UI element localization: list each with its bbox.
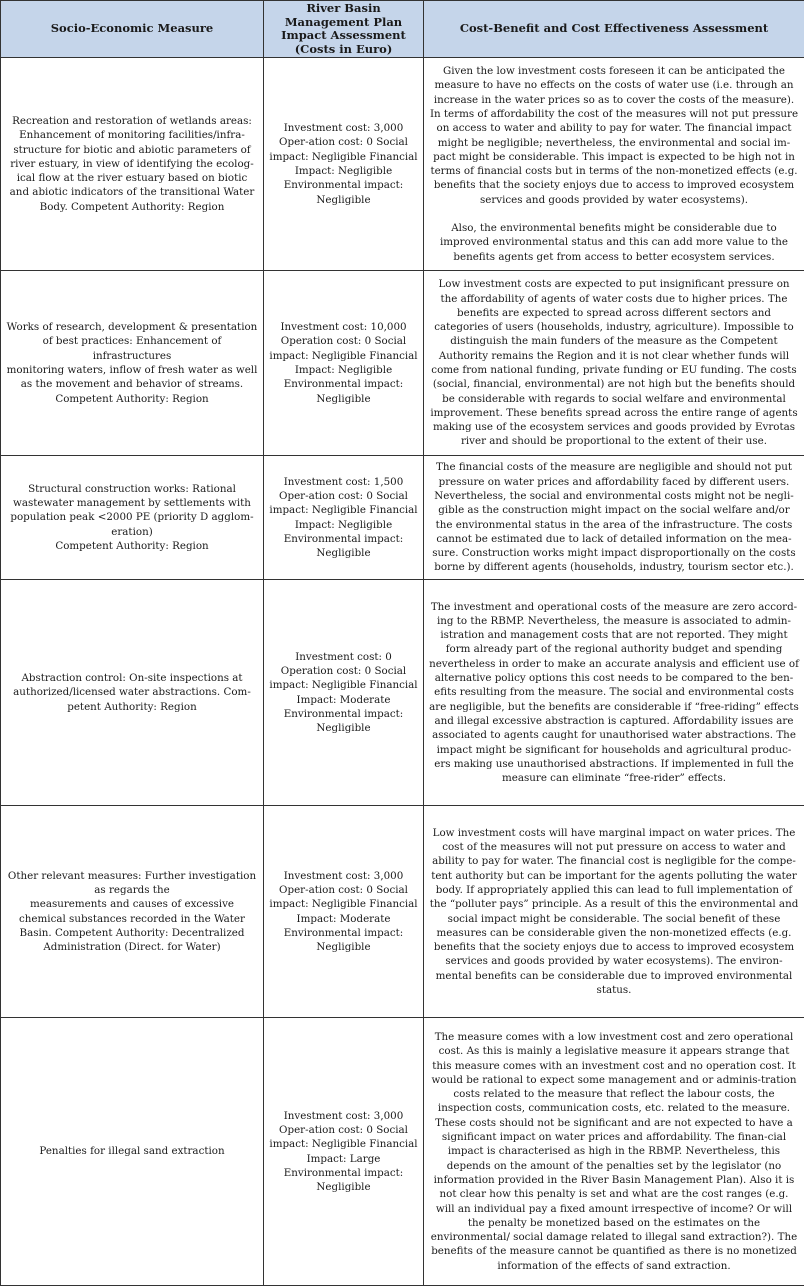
- measure-cell: [1, 806, 264, 1018]
- header-impact: River Basin Management Plan Impact Assessment (Costs in Euro): [264, 1, 424, 58]
- assessment-cell: Low investment costs will have marginal impact on water prices. The cost of the measures will not put pressure on access to water and ability to pay for water. The financial cost is negligible for the compe-tent authority but can be important for the agents polluting the water body. If appropriately applied this can lead to full implementation of the “polluter pays” principle. As a result of this the environmental and social impact might be considerable. The social benefit of these measures can be considerable given the non-monetized effects (e.g. benefits that the society enjoys due to access to improved ecosystem services and goods provided by water ecosystems). The environ-mental benefits can be considerable due to improved environmental status.: [424, 806, 804, 1018]
- assessment-cell: Low investment costs are expected to put insignificant pressure on the affordability of agents of water costs due to higher prices. The benefits are expected to spread across different sectors and categories of users (households, industry, agriculture). Impossible to distinguish the main funders of the measure as the Competent Authority remains the Region and it is not clear whether funds will come from national funding, private funding or EU funding. The costs (social, financial, environmental) are not high but the benefits should be considerable with regards to social welfare and environmental improvement. These benefits spread across the entire range of agents making use of the ecosystem services and goods provided by Evrotas river and should be proportional to the extent of their use.: [424, 271, 804, 456]
- table-row: [1, 806, 804, 1018]
- header-measure: Socio-Economic Measure: [1, 1, 264, 58]
- measure-cell: Abstraction control: On-site inspections at authorized/licensed water abstractions. Com-petent Authority: Region: [1, 580, 264, 806]
- assessment-cell: The investment and operational costs of the measure are zero accord-ing to the RBMP. Nevertheless, the measure is associated to admin-istration and management costs that are not reported. They might form already part of the regional authority budget and spending nevertheless in order to make an accurate analysis and efficient use of alternative policy options this cost needs to be compared to the ben-efits resulting from the measure. The social and environmental costs are negligible, but the benefits are considerable if “free-riding” effects and illegal excessive abstraction is captured. Affordability issues are associated to agents caught for unauthorised water abstractions. The impact might be significant for households and agricultural produc-ers making use unauthorised abstractions. If implemented in full the measure can eliminate “free-rider” effects.: [424, 580, 804, 806]
- table-row: [1, 456, 804, 580]
- assessment-paragraph: Also, the environmental benefits might be considerable due to improved environmental status and this can add more value to the benefits agents get from access to better ecosystem services.: [429, 221, 799, 264]
- impact-cell: Investment cost: 3,000 Oper-ation cost: 0 Social impact: Negligible Financial Impact: Negligible Environmental impact: Negligible: [264, 58, 424, 271]
- measure-line: Other relevant measures: Further investigation as regards the: [6, 869, 258, 898]
- measure-line: Competent Authority: Region: [6, 539, 258, 553]
- header-row: [1, 1, 804, 58]
- impact-cell: Investment cost: 0 Operation cost: 0 Social impact: Negligible Financial Impact: Moderate Environmental impact: Negligible: [264, 580, 424, 806]
- measure-line: Works of research, development & presentation of best practices: Enhancement of infrastructures: [6, 320, 258, 363]
- measure-line: monitoring waters, inflow of fresh water as well as the movement and behavior of streams. Competent Authority: Region: [6, 363, 258, 406]
- measure-line: Structural construction works: Rational wastewater management by settlements with population peak <2000 PE (priority D agglom-eration): [6, 482, 258, 539]
- assessment-cell: The measure comes with a low investment cost and zero operational cost. As this is mainly a legislative measure it appears strange that this measure comes with an investment cost and no operation cost. It would be rational to expect some management and or adminis-tration costs related to the measure that reflect the labour costs, the inspection costs, communication costs, etc. related to the measure. These costs should not be significant and are not expected to have a significant impact on water prices and affordability. The finan-cial impact is characterised as high in the RBMP. Nevertheless, this depends on the amount of the penalties set by the legislator (no information provided in the River Basin Management Plan). Also it is not clear how this penalty is set and what are the cost ranges (e.g. will an individual pay a fixed amount irrespective of income? Or will the penalty be monetized based on the estimates on the environmental/ social damage related to illegal sand extraction?). The benefits of the measure cannot be quantified as there is no monetized information of the effects of sand extraction.: [424, 1018, 804, 1286]
- impact-cell: Investment cost: 3,000 Oper-ation cost: 0 Social impact: Negligible Financial Impact: Large Environmental impact: Negligible: [264, 1018, 424, 1286]
- assessment-paragraph: Given the low investment costs foreseen it can be anticipated the measure to have no effects on the costs of water use (i.e. through an increase in the water prices so as to cover the costs of the measure). In terms of affordability the cost of the measures will not put pressure on access to water and ability to pay for water. The financial impact might be negligible; nevertheless, the environmental and social im-pact might be considerable. This impact is expected to be high not in terms of financial costs but in terms of the non-monetized effects (e.g. benefits that the society enjoys due to access to improved ecosystem services and goods provided by water ecosystems).: [429, 64, 799, 207]
- assessment-cell: [424, 58, 804, 271]
- table-row: [1, 1018, 804, 1286]
- impact-cell: Investment cost: 10,000 Operation cost: 0 Social impact: Negligible Financial Impact: Negligible Environmental impact: Negligible: [264, 271, 424, 456]
- table-row: [1, 580, 804, 806]
- header-assessment: Cost-Benefit and Cost Effectiveness Assessment: [424, 1, 804, 58]
- measure-line: measurements and causes of excessive chemical substances recorded in the Water Basin. Competent Authority: Decentralized Administration (Direct. for Water): [6, 897, 258, 954]
- assessment-cell: The financial costs of the measure are negligible and should not put pressure on water prices and affordability faced by different users. Nevertheless, the social and environmental costs might not be negli-gible as the construction might impact on the social welfare and/or the environmental status in the area of the infrastructure. The costs cannot be estimated due to lack of detailed information on the mea-sure. Construction works might impact disproportionally on the costs borne by different agents (households, industry, tourism sector etc.).: [424, 456, 804, 580]
- impact-cell: Investment cost: 1,500 Oper-ation cost: 0 Social impact: Negligible Financial Impact: Negligible Environmental impact: Negligible: [264, 456, 424, 580]
- measure-cell: [1, 456, 264, 580]
- table-row: [1, 58, 804, 271]
- measure-cell: Penalties for illegal sand extraction: [1, 1018, 264, 1286]
- measure-cell: Recreation and restoration of wetlands areas: Enhancement of monitoring facilities/infra-structure for biotic and abiotic parameters of river estuary, in view of identifying the ecolog-ical flow at the river estuary based on biotic and abiotic indicators of the transitional Water Body. Competent Authority: Region: [1, 58, 264, 271]
- impact-cell: Investment cost: 3,000 Oper-ation cost: 0 Social impact: Negligible Financial Impact: Moderate Environmental impact: Negligible: [264, 806, 424, 1018]
- measure-cell: [1, 271, 264, 456]
- table-row: [1, 271, 804, 456]
